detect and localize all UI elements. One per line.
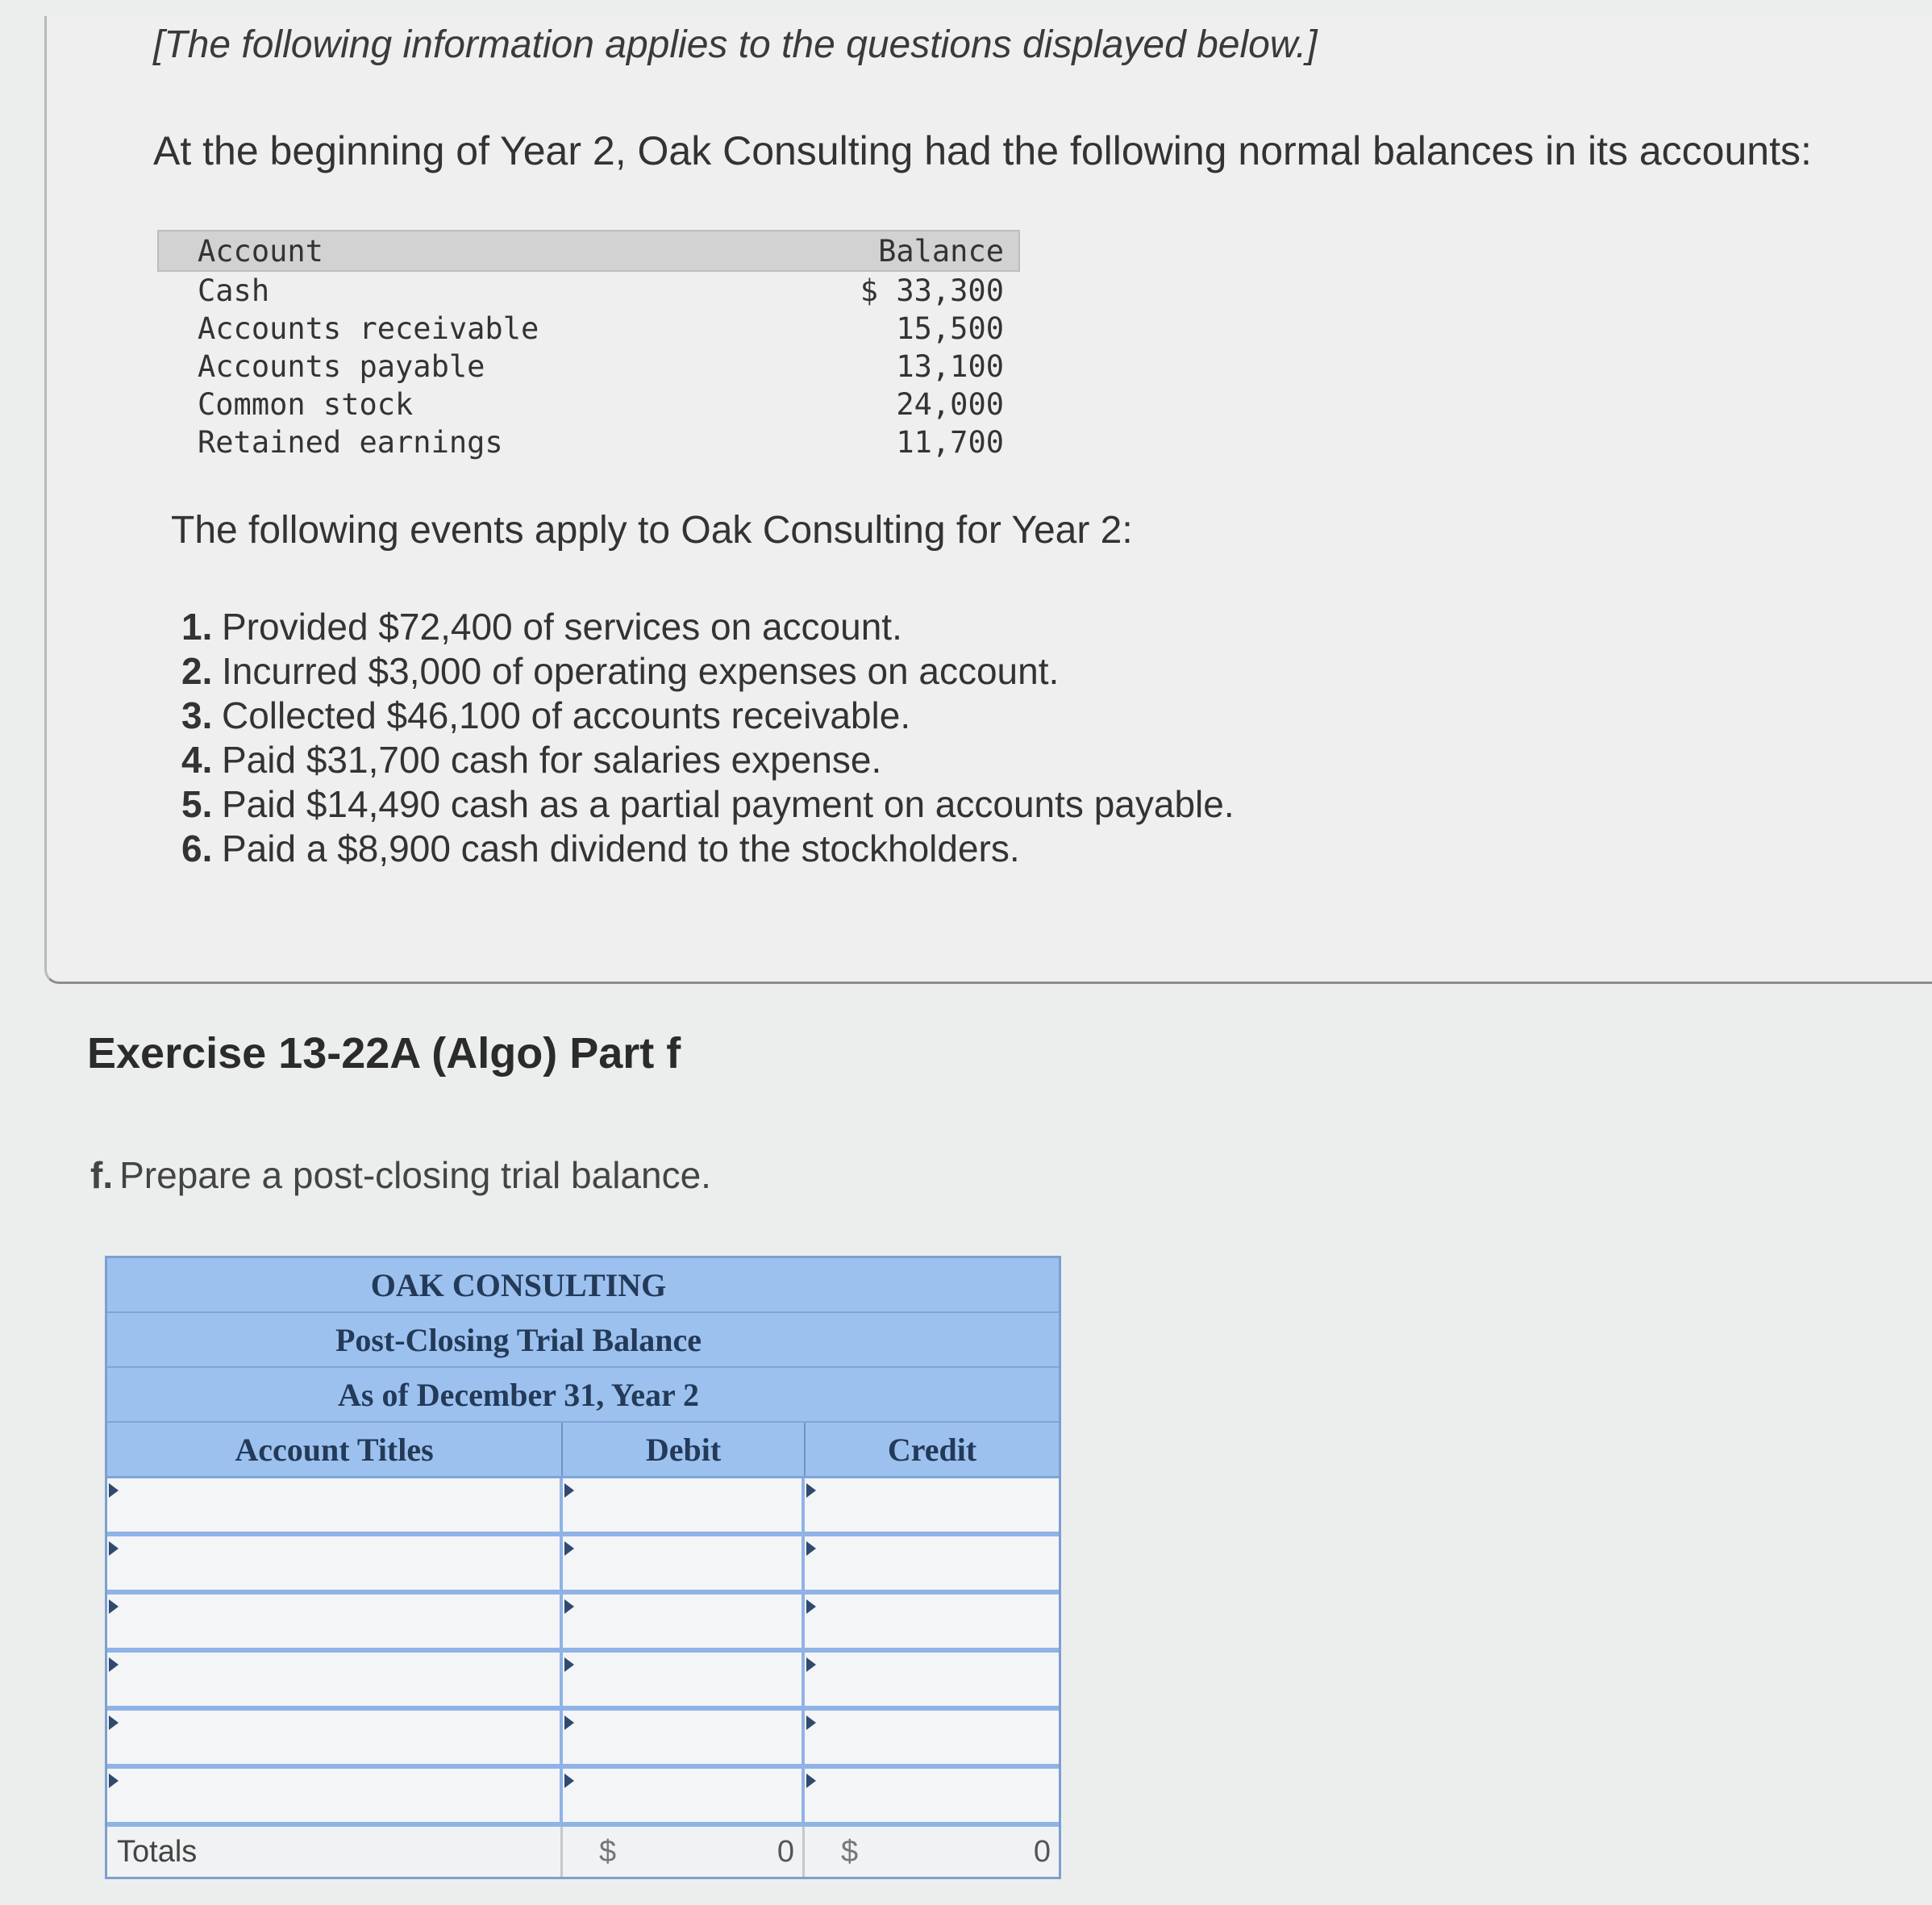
account-title-select[interactable] <box>107 1769 560 1822</box>
event-item <box>181 782 1235 827</box>
credit-cell <box>805 1594 1059 1648</box>
dropdown-arrow-icon[interactable] <box>109 1774 119 1788</box>
dropdown-arrow-icon[interactable] <box>109 1541 119 1556</box>
credit-input[interactable] <box>805 1594 1059 1648</box>
table-row <box>107 1653 1059 1711</box>
credit-cell <box>805 1478 1059 1532</box>
dropdown-arrow-icon[interactable] <box>564 1715 574 1730</box>
statement-name: Post-Closing Trial Balance <box>107 1313 1059 1368</box>
account-cell <box>107 1711 563 1764</box>
dropdown-arrow-icon[interactable] <box>806 1715 816 1730</box>
intro-note: [The following information applies to the questions displayed below.] <box>153 23 1318 66</box>
debit-cell <box>563 1536 805 1590</box>
event-text: Paid a $8,900 cash dividend to the stockholders. <box>222 827 1020 869</box>
event-text: Paid $14,490 cash as a partial payment on accounts payable. <box>222 783 1235 825</box>
account-name: Accounts payable <box>198 349 485 384</box>
dropdown-arrow-icon[interactable] <box>109 1483 119 1498</box>
dropdown-arrow-icon[interactable] <box>806 1599 816 1614</box>
balance-row <box>157 272 1020 310</box>
credit-cell <box>805 1536 1059 1590</box>
credit-input[interactable] <box>805 1536 1059 1590</box>
debit-header: Debit <box>563 1423 806 1476</box>
dropdown-arrow-icon[interactable] <box>564 1599 574 1614</box>
dropdown-arrow-icon[interactable] <box>806 1657 816 1672</box>
event-item <box>181 605 1235 649</box>
debit-input[interactable] <box>563 1711 802 1764</box>
dropdown-arrow-icon[interactable] <box>806 1483 816 1498</box>
table-row <box>107 1711 1059 1769</box>
events-list <box>181 605 1235 871</box>
beginning-balances-table <box>157 230 1020 461</box>
account-balance: 13,100 <box>896 349 1004 384</box>
events-lead: The following events apply to Oak Consulting for Year 2: <box>171 509 1133 552</box>
dropdown-arrow-icon[interactable] <box>564 1774 574 1788</box>
table-row <box>107 1536 1059 1594</box>
dropdown-arrow-icon[interactable] <box>109 1599 119 1614</box>
dropdown-arrow-icon[interactable] <box>564 1541 574 1556</box>
balance-row <box>157 386 1020 423</box>
event-number: 3. <box>181 694 213 736</box>
debit-input[interactable] <box>563 1536 802 1590</box>
exercise-title: Exercise 13-22A (Algo) Part f <box>87 1029 681 1078</box>
account-title-select[interactable] <box>107 1536 560 1590</box>
account-title-select[interactable] <box>107 1478 560 1532</box>
totals-row <box>107 1827 1059 1877</box>
account-name: Cash <box>198 273 270 308</box>
account-name: Common stock <box>198 387 414 422</box>
event-number: 4. <box>181 739 213 781</box>
debit-input[interactable] <box>563 1478 802 1532</box>
account-balance: 15,500 <box>896 311 1004 346</box>
company-name: OAK CONSULTING <box>107 1258 1059 1313</box>
balance-header: Balance <box>878 233 1004 269</box>
event-number: 1. <box>181 606 213 648</box>
account-title-select[interactable] <box>107 1653 560 1706</box>
balance-row <box>157 310 1020 348</box>
table-row <box>107 1478 1059 1536</box>
account-balance: $ 33,300 <box>860 273 1004 308</box>
dropdown-arrow-icon[interactable] <box>564 1483 574 1498</box>
credit-cell <box>805 1711 1059 1764</box>
account-title-select[interactable] <box>107 1711 560 1764</box>
debit-currency: $ <box>599 1834 617 1869</box>
account-title-select[interactable] <box>107 1594 560 1648</box>
account-name: Accounts receivable <box>198 311 539 346</box>
account-cell <box>107 1478 563 1532</box>
event-number: 2. <box>181 650 213 692</box>
debit-cell <box>563 1653 805 1706</box>
dropdown-arrow-icon[interactable] <box>806 1541 816 1556</box>
balances-lead: At the beginning of Year 2, Oak Consulting had the following normal balances in its accounts: <box>153 128 1812 173</box>
column-headers <box>107 1423 1059 1478</box>
debit-cell <box>563 1478 805 1532</box>
credit-currency: $ <box>841 1834 859 1869</box>
dropdown-arrow-icon[interactable] <box>806 1774 816 1788</box>
event-item <box>181 827 1235 871</box>
account-cell <box>107 1653 563 1706</box>
credit-total-value: 0 <box>1033 1834 1051 1869</box>
credit-cell <box>805 1769 1059 1822</box>
debit-input[interactable] <box>563 1653 802 1706</box>
debit-input[interactable] <box>563 1594 802 1648</box>
event-item <box>181 649 1235 694</box>
credit-input[interactable] <box>805 1478 1059 1532</box>
part-instruction <box>90 1153 711 1197</box>
event-number: 6. <box>181 827 213 869</box>
debit-cell <box>563 1769 805 1822</box>
account-cell <box>107 1536 563 1590</box>
account-balance: 24,000 <box>896 387 1004 422</box>
dropdown-arrow-icon[interactable] <box>109 1715 119 1730</box>
account-cell <box>107 1594 563 1648</box>
credit-input[interactable] <box>805 1711 1059 1764</box>
table-row <box>107 1769 1059 1827</box>
event-text: Incurred $3,000 of operating expenses on account. <box>222 650 1060 692</box>
debit-total <box>563 1827 805 1877</box>
credit-total <box>805 1827 1059 1877</box>
table-row <box>107 1594 1059 1653</box>
credit-header: Credit <box>887 1431 977 1468</box>
dropdown-arrow-icon[interactable] <box>109 1657 119 1672</box>
balance-row <box>157 348 1020 386</box>
account-name: Retained earnings <box>198 425 503 460</box>
credit-input[interactable] <box>805 1653 1059 1706</box>
credit-input[interactable] <box>805 1769 1059 1822</box>
debit-cell <box>563 1711 805 1764</box>
event-item <box>181 694 1235 738</box>
debit-input[interactable] <box>563 1769 802 1822</box>
balance-row <box>157 423 1020 461</box>
account-titles-header: Account Titles <box>107 1423 563 1476</box>
debit-cell <box>563 1594 805 1648</box>
statement-date: As of December 31, Year 2 <box>107 1368 1059 1423</box>
trial-balance-worksheet <box>105 1256 1061 1879</box>
totals-label: Totals <box>107 1827 563 1877</box>
event-item <box>181 738 1235 782</box>
credit-cell <box>805 1653 1059 1706</box>
account-cell <box>107 1769 563 1822</box>
event-text: Provided $72,400 of services on account. <box>222 606 902 648</box>
event-text: Collected $46,100 of accounts receivable. <box>222 694 911 736</box>
part-label: f. <box>90 1154 114 1196</box>
event-number: 5. <box>181 783 213 825</box>
dropdown-arrow-icon[interactable] <box>564 1657 574 1672</box>
event-text: Paid $31,700 cash for salaries expense. <box>222 739 882 781</box>
account-header: Account <box>198 233 323 269</box>
balances-header <box>157 230 1020 272</box>
debit-total-value: 0 <box>777 1834 794 1869</box>
account-balance: 11,700 <box>896 425 1004 460</box>
instruction-text: Prepare a post-closing trial balance. <box>119 1154 711 1196</box>
